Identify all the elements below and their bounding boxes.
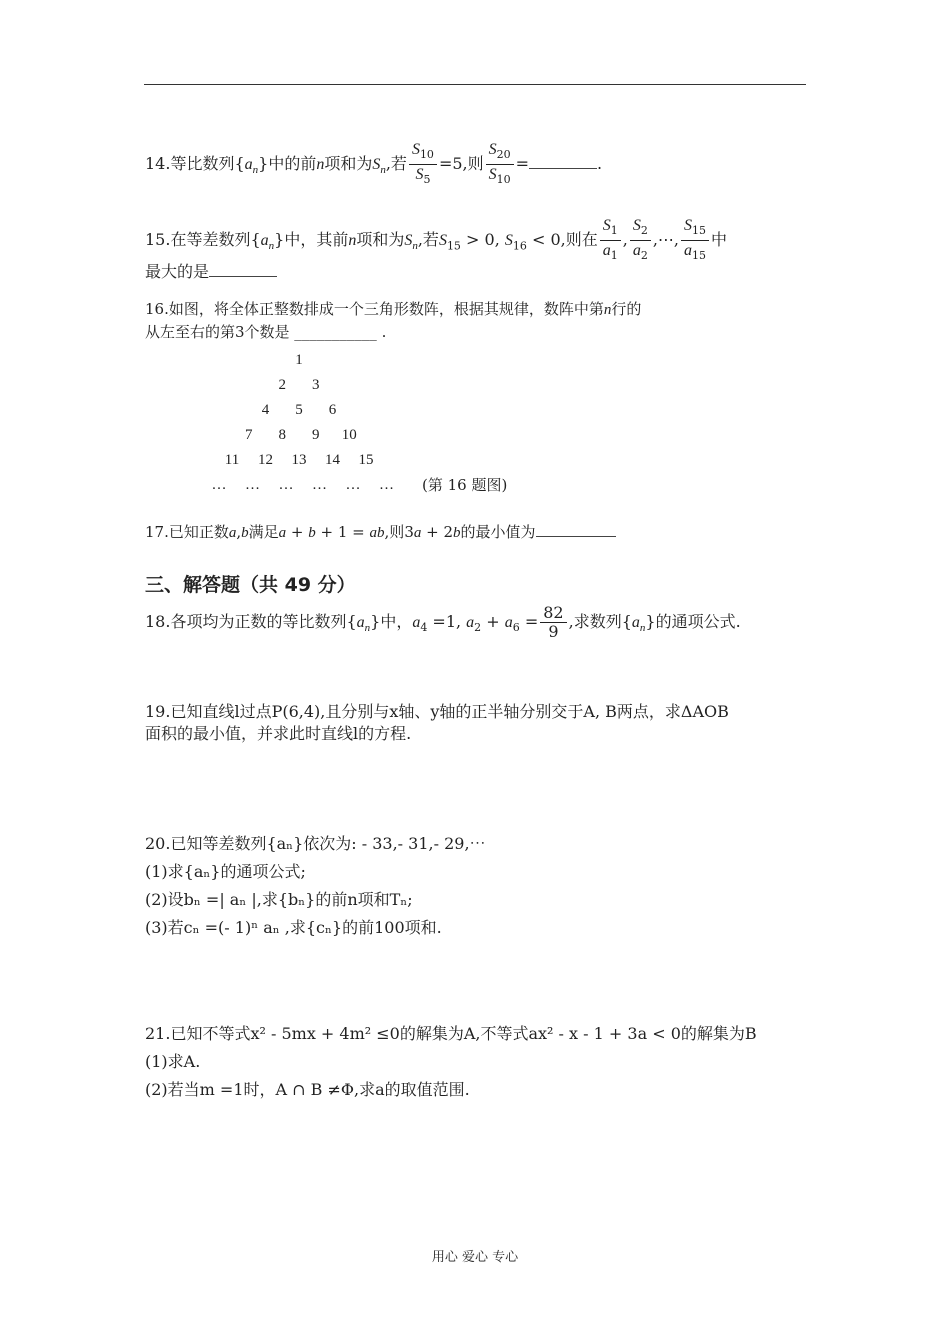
q18-text: 18.各项均为正数的等比数列{ <box>145 612 357 631</box>
triangle-number: 5 <box>295 402 303 418</box>
triangle-number: 2 <box>278 377 286 393</box>
q21-line3: (2)若当m =1时，A ∩ B ≠Φ,求a的取值范围. <box>145 1080 470 1099</box>
q14-text: }中的前 <box>258 154 317 174</box>
fraction: $\frac{S_2}{a_2}$ <box>630 216 651 265</box>
q19-line1: 19.已知直线l过点P(6,4),且分别与x轴、y轴的正半轴分别交于A, B两点，求ΔAOB <box>145 702 729 721</box>
ellipsis-cell: … <box>379 477 394 493</box>
page-footer: 用心 爱心 专心 <box>431 1250 519 1265</box>
header-rule <box>144 84 806 85</box>
triangle-number: 8 <box>278 427 286 443</box>
question-16 <box>145 298 641 343</box>
q15-text: > 0, <box>466 230 500 250</box>
triangle-number: 14 <box>325 452 340 468</box>
q20-line2: (1)求{aₙ}的通项公式; <box>145 862 306 881</box>
triangle-number: 11 <box>224 452 240 468</box>
q18-text: ,求数列{ <box>568 612 632 631</box>
q15-text: < 0,则在 <box>531 230 598 250</box>
question-18: 18.各项均为正数的等比数列$\{a_n\}$中，$a_4 =1$, $a_2 + a_6$ = $\frac{82}{9}$ ,求数列$\{a_n\}$的通项公式. <box>145 603 741 641</box>
q15-text: }中，其前 <box>274 230 349 250</box>
fraction: $\frac{S_{20}}{S_{10}}$ <box>486 140 514 189</box>
q14-text: . <box>597 154 603 174</box>
q21-line2: (1)求A. <box>145 1052 201 1071</box>
triangle-number: 15 <box>358 452 374 468</box>
q17-text: ,则 <box>384 523 405 541</box>
question-21 <box>145 1020 757 1104</box>
ellipsis-cell: … <box>245 477 260 493</box>
q15-text: ,若 <box>417 230 439 250</box>
triangle-number: 6 <box>328 402 337 418</box>
question-15-line2 <box>145 258 277 286</box>
fraction: $\frac{S_{10}}{S_5}$ <box>409 140 437 189</box>
triangle-number: 3 <box>312 377 320 393</box>
answer-blank <box>536 522 616 537</box>
q15-text: 项和为 <box>356 230 405 250</box>
ellipsis-cell: … <box>345 477 361 493</box>
figure-caption: (第 16 题图) <box>422 476 508 494</box>
question-17: 17.已知正数a,b满足a + b + 1 = ab,则3a + 2b的最小值为 <box>145 518 616 547</box>
question-19 <box>145 698 729 748</box>
triangle-number: 9 <box>312 427 320 443</box>
q20-line3: (2)设bₙ =| aₙ |,求{bₙ}的前n项和Tₙ; <box>145 890 413 909</box>
q16-text: 行的 <box>611 300 642 318</box>
q15-text: 15.在等差数列{ <box>145 230 261 250</box>
answer-blank <box>529 154 597 169</box>
q18-text: }的通项公式. <box>645 612 741 631</box>
q21-line1: 21.已知不等式x² - 5mx + 4m² ≤0的解集为A,不等式ax² - x - 1 + 3a < 0的解集为B <box>145 1024 757 1043</box>
triangle-number: 4 <box>261 402 270 418</box>
q14-text: = <box>515 154 530 174</box>
triangle-number: 7 <box>245 427 253 443</box>
q14-text: 14.等比数列{ <box>145 154 245 174</box>
triangle-number: 13 <box>291 452 307 468</box>
q16-line1: 16.如图，将全体正整数排成一个三角形数阵，根据其规律，数阵中第n行的 <box>145 300 642 318</box>
question-20 <box>145 830 486 942</box>
ellipsis-cell: … <box>312 477 327 493</box>
fraction: $\frac{S_{15}}{a_{15}}$ <box>681 216 709 265</box>
q17-text: 17.已知正数 <box>145 523 229 541</box>
q17-text: 满足 <box>248 523 279 541</box>
fraction: $\frac{82}{9}$ <box>540 604 566 641</box>
ellipsis-cell: … <box>278 477 294 493</box>
q16-line2: 从左至右的第3个数是 ___________ . <box>145 323 387 341</box>
fraction: $\frac{S_1}{a_1}$ <box>600 216 621 265</box>
q18-text: }中， <box>370 612 413 631</box>
triangle-number: 1 <box>295 352 303 368</box>
answer-blank <box>209 262 277 277</box>
q20-line4: (3)若cₙ =(- 1)ⁿ aₙ ,求{cₙ}的前100项和. <box>145 918 442 937</box>
ellipsis-cell: … <box>211 477 227 493</box>
q16-text: 16.如图，将全体正整数排成一个三角形数阵，根据其规律，数阵中第 <box>145 300 604 318</box>
q17-text: 的最小值为 <box>460 523 536 541</box>
q15-text: 最大的是 <box>145 262 210 281</box>
section-title: 三、解答题（共 49 分） <box>145 574 356 596</box>
q15-text: 中 <box>711 230 728 250</box>
question-15: 15.在等差数列$\{a_n\}$中，其前n项和为$S_n$,若$S_{15} > 0$, $S_{16} < 0$,则在 $\frac{S_1}{a_1}$ , $\frac{S_2}{a_2}$ ,⋯, $\frac{S_{15}}{a_{15}}$ 中 <box>145 216 727 265</box>
q20-line1: 20.已知等差数列{aₙ}依次为: - 33,- 31,- 29,⋯ <box>145 834 486 853</box>
triangle-number: 10 <box>341 427 357 443</box>
q14-text: 项和为 <box>324 154 373 174</box>
q14-text: =5,则 <box>438 154 484 174</box>
triangle-number: 12 <box>258 452 273 468</box>
q14-text: ,若 <box>385 154 407 174</box>
q19-line2: 面积的最小值，并求此时直线l的方程. <box>145 724 412 743</box>
question-14: 14.等比数列$\{a_n\}$中的前n项和为$S_n$,若 $\frac{S_{10}}{S_5}$ =5,则 $\frac{S_{20}}{S_{10}}$ = . <box>145 140 602 189</box>
